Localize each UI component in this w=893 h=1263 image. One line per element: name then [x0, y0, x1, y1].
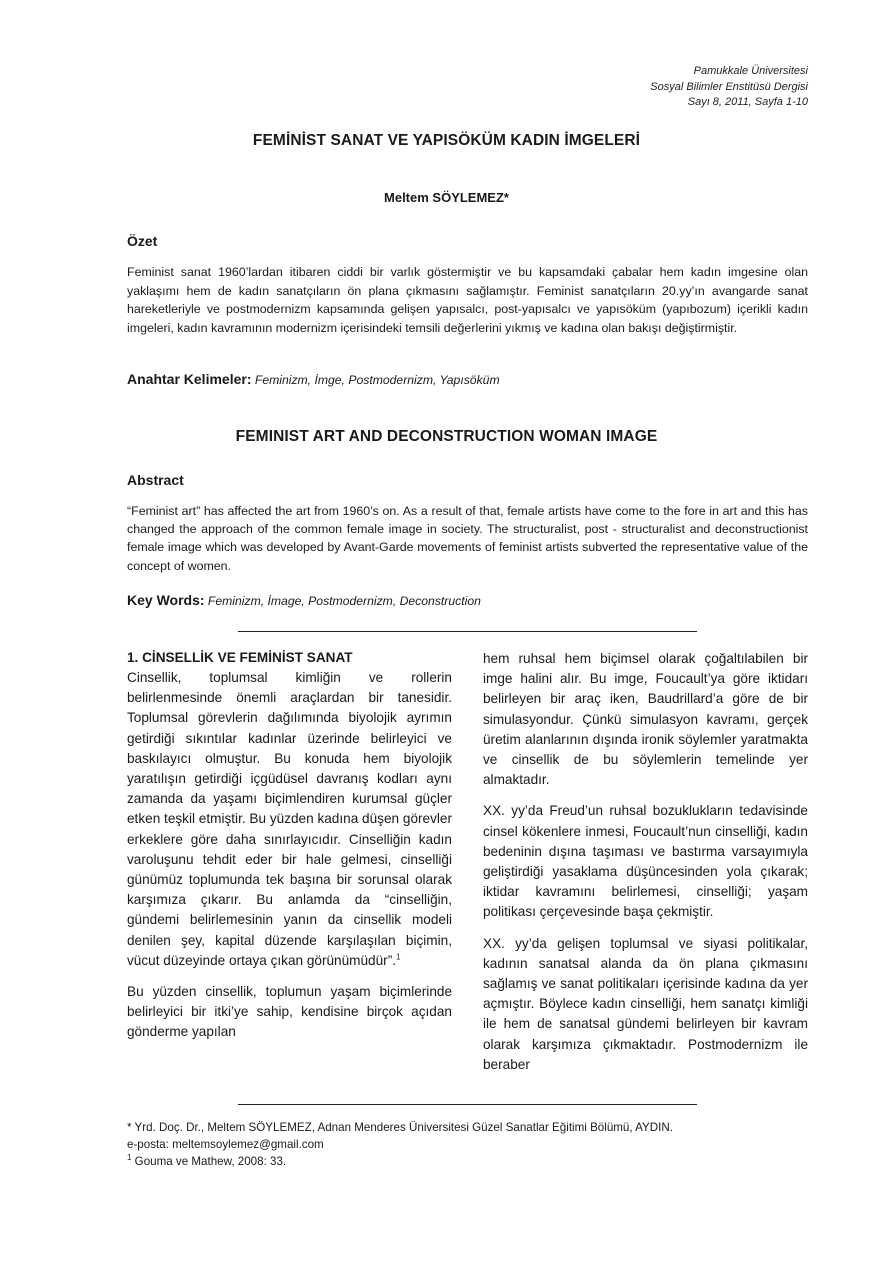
left-column	[127, 648, 452, 1054]
footnote-author: * Yrd. Doç. Dr., Meltem SÖYLEMEZ, Adnan Menderes Üniversitesi Güzel Sanatlar Eğitimi Bölümü, AYDIN.	[127, 1121, 673, 1134]
journal-name: Sosyal Bilimler Enstitüsü Dergisi	[650, 80, 808, 93]
keywords-english	[127, 592, 481, 608]
section-divider	[238, 631, 697, 632]
keywords-turkish-label: Anahtar Kelimeler:	[127, 371, 252, 387]
body-paragraph: Bu yüzden cinsellik, toplumun yaşam biçimlerinde belirleyici bir itki’ye sahip, kendisine birçok açıdan gönderme yapılan	[127, 984, 452, 1040]
footnote-ref[interactable]: 1	[396, 952, 401, 962]
right-column	[483, 649, 808, 1086]
body-paragraph-text: Cinsellik, toplumsal kimliğin ve rollerin belirlenmesinde önemli araçlardan bir tanesidir. Toplumsal görevlerin dağılımında biyolojik ayrımın getirdiği sıkıntılar kadınlar üzerinde belirleyici ve baskılayıcı olmuştur. Bu konuda hem biyolojik yaratılışın getirdiği içgüdüsel davranış kodları aynı zamanda da yaşamı biçimlendiren kurumsal güçler etken teşkil etmiştir. Bu yüzden kadına düşen görevler erkeklere göre daha sınırlayıcıdır. Cinselliğin kadın varoluşunu tehdit eder bir hale gelmesi, cinselliği günümüz toplumunda tek başına bir sorunsal olarak karşımıza çıkarır. Bu anlamda da “cinselliğin, gündemi belirlemesinin yanın da cinsellik modeli denilen şey, kapital düzende karşılaşılan biçimin, vücut düzeyinde ortaya çıkan görünümüdür”.	[127, 670, 452, 968]
footnotes	[127, 1119, 673, 1170]
page-title-english: FEMINIST ART AND DECONSTRUCTION WOMAN IMAGE	[235, 428, 658, 445]
journal-university: Pamukkale Üniversitesi	[693, 65, 808, 77]
keywords-english-value: Feminizm, İmage, Postmodernizm, Deconstruction	[204, 594, 481, 608]
footnote-number: 1	[127, 1153, 132, 1163]
body-paragraph	[127, 668, 452, 971]
abstract-text: “Feminist art” has affected the art from 1960’s on. As a result of that, female artists have come to the fore in art and this has changed the approach of the common female image in society. The structuralist, post - structuralist and deconstructionist female image which was developed by Avant-Garde movements of feminist artists subverted the representative value of the concept of women.	[127, 504, 808, 573]
abstract-heading: Abstract	[127, 472, 184, 488]
footnote-citation	[127, 1153, 673, 1170]
body-paragraph: hem ruhsal hem biçimsel olarak çoğaltılabilen bir imge halini alır. Bu imge, Foucault’ya göre iktidarı belirleyen bir araç iken, Baudrillard’a göre de bir simulasyondur. Çünkü simulasyon kavramı, gerçek üretim alanlarının dışında ironik söylemler yaratmakta ve cinsellik de bu söylemlerin temelinde yer almaktadır.	[483, 651, 808, 788]
ozet-heading: Özet	[127, 233, 158, 249]
footnote-citation-text: Gouma ve Mathew, 2008: 33.	[131, 1155, 287, 1168]
keywords-english-label: Key Words:	[127, 592, 205, 608]
journal-header	[650, 64, 808, 111]
section-heading: 1. CİNSELLİK VE FEMİNİST SANAT	[127, 650, 353, 665]
author-name: Meltem SÖYLEMEZ*	[384, 190, 509, 205]
keywords-turkish-value: Feminizm, İmge, Postmodernizm, Yapısöküm	[251, 373, 500, 387]
journal-issue: Sayı 8, 2011, Sayfa 1-10	[687, 96, 808, 108]
body-paragraph: XX. yy’da gelişen toplumsal ve siyasi politikalar, kadının sanatsal alanda da ön plana çıkmasını sağlamış ve sanat politikaları içerisinde kadına da yer açmıştır. Böylece kadın cinselliği, hem sanatçı kimliği ile hem de sanatsal gündemi belirleyen bir kavram olarak karşımıza çıkmaktadır. Postmodernizm ile beraber	[483, 935, 808, 1072]
page-title-turkish: FEMİNİST SANAT VE YAPISÖKÜM KADIN İMGELERİ	[252, 132, 641, 149]
ozet-text: Feminist sanat 1960’lardan itibaren ciddi bir varlık göstermiştir ve bu kapsamdaki çabalar hem kadın imgesine olan yaklaşımı hem de kadın sanatçıların ön plana çıkmasını sağlamıştır. Feminist sanatçıların 20.yy’ın avangarde sanat hareketleriyle ve postmodernizm kapsamında gelişen yapısalcı, post-yapısalcı ve yapısöküm (yapıbozum) içerikli kadın imgeleri, kadın kavramının modernizm içerisindeki temsili değerlerini yıkmış ve kadına olan bakışı değiştirmiştir.	[127, 265, 808, 335]
footnote-email: e-posta: meltemsoylemez@gmail.com	[127, 1138, 324, 1151]
footnote-divider	[238, 1104, 697, 1105]
body-paragraph: XX. yy’da Freud’un ruhsal bozuklukların tedavisinde cinsel kökenlere inmesi, Foucault’nun cinselliği, kadın bedeninin dışına taşıması ve bastırma varsayımıyla geliştirdiği yasaklama düşüncesinden yola çıkarak; iktidar kavramını belirlemesi, cinselliği; yaşam politikası çerçevesinde başa çekmiştir.	[483, 803, 808, 920]
keywords-turkish	[127, 371, 500, 387]
